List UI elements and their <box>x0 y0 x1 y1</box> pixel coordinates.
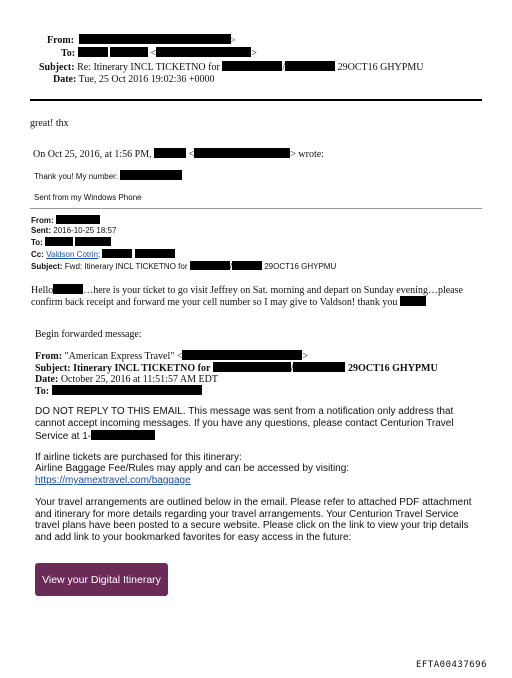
quote-divider <box>30 208 482 209</box>
body-p1-l1: DO NOT REPLY TO THIS EMAIL. This message was sent from a notification only address that <box>35 406 454 417</box>
view-itinerary-button[interactable]: View your Digital Itinerary <box>35 563 168 596</box>
fwd-cc-row: Cc: Valdson Cotrin; <box>31 249 175 259</box>
redaction <box>102 249 132 258</box>
body-p1-l3: Service at 1- <box>35 430 155 442</box>
reply-text: great! thx <box>30 118 69 129</box>
forwarded-intro: Begin forwarded message: <box>35 329 142 340</box>
header-to-row: To: < > <box>61 48 257 59</box>
redaction <box>56 215 100 224</box>
redaction <box>135 249 175 258</box>
document-id: EFTA00437696 <box>416 660 488 670</box>
redaction <box>52 385 202 395</box>
redaction <box>120 170 182 180</box>
header-from-row: From: > <box>47 35 236 46</box>
redaction <box>293 362 345 372</box>
redaction <box>400 296 426 306</box>
redaction <box>232 261 262 270</box>
redaction <box>45 237 73 246</box>
body-p3-l3: travel plans have been posted to a secure website. Please click on the link to view your trip details <box>35 520 469 531</box>
fwd-subject-row: Subject: Fwd: Itinerary INCL TICKETNO for / 29OCT16 GHYPMU <box>31 262 337 271</box>
subject-text: Re: Itinerary INCL TICKETNO for <box>77 62 220 73</box>
fwd-msg-from-row: From: "American Express Travel" < > <box>35 351 309 362</box>
fwd-msg-subject-row: Subject: Itinerary INCL TICKETNO for / 29OCT16 GHYPMU <box>35 363 438 374</box>
to-label: To: <box>61 48 76 59</box>
redaction <box>190 261 230 270</box>
redaction <box>156 47 251 57</box>
redaction <box>194 148 290 158</box>
redaction <box>213 362 291 372</box>
redaction <box>78 47 108 57</box>
sent-from-line: Sent from my Windows Phone <box>34 193 142 202</box>
header-divider <box>30 99 482 101</box>
body-p3-l2: and itinerary for more details regarding your travel arrangements. Your Centurion Travel Service <box>35 509 459 520</box>
redaction <box>110 47 148 57</box>
cc-link[interactable]: Valdson Cotrin <box>46 250 99 259</box>
redaction <box>53 284 83 294</box>
redaction <box>182 350 302 360</box>
header-subject-row: Subject: Re: Itinerary INCL TICKETNO for / 29OCT16 GHYPMU <box>39 62 424 73</box>
body-p3-l1: Your travel arrangements are outlined below in the email. Please refer to attached PDF attachment <box>35 497 472 508</box>
from-label: From: <box>47 35 75 46</box>
quote-intro: On Oct 25, 2016, at 1:56 PM, < > wrote: <box>33 149 324 160</box>
hello-line-1: Hello …here is your ticket to go visit Jeffrey on Sat. morning and depart on Sunday evening…please <box>31 285 463 296</box>
body-p1-l2: cannot accept incoming messages. If you have any questions, please contact Centurion Travel <box>35 418 454 429</box>
redaction <box>285 61 335 71</box>
date-value: Tue, 25 Oct 2016 19:02:36 +0000 <box>78 74 215 85</box>
subject-label: Subject: <box>39 62 75 73</box>
body-p2-l2: Airline Baggage Fee/Rules may apply and can be accessed by visiting: <box>35 463 350 474</box>
fwd-msg-date-row: Date: October 25, 2016 at 11:51:57 AM EDT <box>35 374 218 385</box>
hello-line-2: confirm back receipt and forward me your cell number so I may give to Valdson! thank you <box>31 296 426 308</box>
thanks-line: Thank you! My number: <box>34 170 182 181</box>
fwd-sent-row: Sent: 2016-10-25 18:57 <box>31 226 117 235</box>
body-p2-l1: If airline tickets are purchased for this itinerary: <box>35 452 242 463</box>
body-p3-l4: and add link to your bookmarked favorites for easy access in the future: <box>35 532 352 543</box>
redaction <box>154 148 186 158</box>
redaction <box>222 61 282 71</box>
baggage-link[interactable]: https://myamextravel.com/baggage <box>35 475 191 486</box>
fwd-from-row: From: <box>31 215 100 225</box>
subject-suffix: 29OCT16 GHYPMU <box>337 62 424 73</box>
redaction <box>75 237 111 246</box>
fwd-to-row: To: <box>31 237 111 247</box>
fwd-msg-to-row: To: <box>35 385 202 397</box>
redaction <box>91 430 155 440</box>
redaction <box>79 34 231 44</box>
header-date-row <box>53 74 215 85</box>
date-label: Date: <box>53 74 77 85</box>
